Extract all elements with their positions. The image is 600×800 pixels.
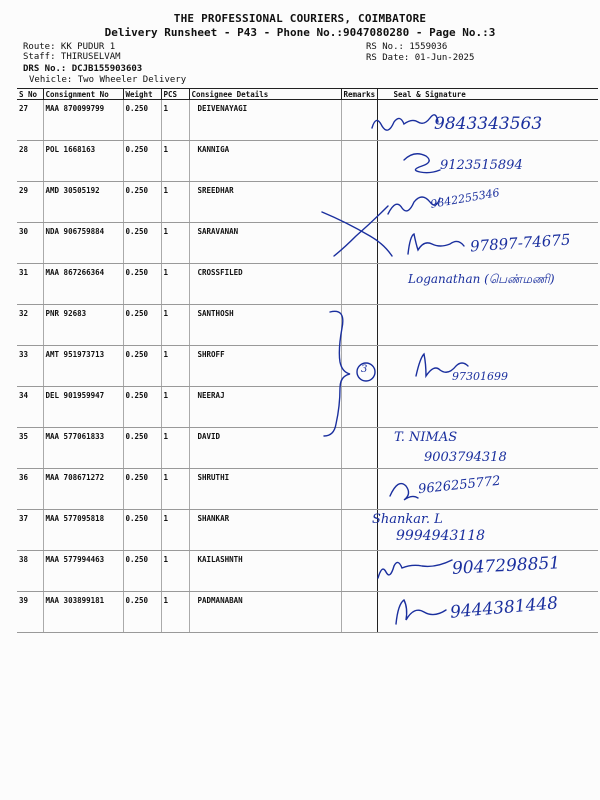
table-row — [17, 141, 598, 182]
row-consignee: KAILASHNTH — [189, 551, 341, 592]
drs-number: DRS No.: DCJB155903603 — [23, 64, 143, 74]
row-signature — [377, 592, 598, 633]
row-weight: 0.250 — [123, 592, 161, 633]
row-consignment-no: PNR 92683 — [43, 305, 123, 346]
row-pcs: 1 — [161, 592, 189, 633]
row-sno: 30 — [17, 223, 43, 264]
vehicle-label: Vehicle: Two Wheeler Delivery — [29, 75, 187, 85]
row-remarks — [341, 182, 377, 223]
row-pcs: 1 — [161, 264, 189, 305]
row-remarks — [341, 387, 377, 428]
handwritten-phone-30: 97897-74675 — [469, 230, 572, 256]
handwritten-phone-35: 9003794318 — [424, 450, 507, 465]
handwritten-phone-38: 9047298851 — [451, 553, 561, 579]
row-remarks — [341, 223, 377, 264]
row-pcs: 1 — [161, 551, 189, 592]
row-weight: 0.250 — [123, 305, 161, 346]
row-pcs: 1 — [161, 305, 189, 346]
rs-number: RS No.: 1559036 — [366, 42, 448, 52]
row-remarks — [341, 100, 377, 141]
row-pcs: 1 — [161, 182, 189, 223]
row-pcs: 1 — [161, 141, 189, 182]
row-signature — [377, 182, 598, 223]
col-header-sno: S No — [17, 89, 43, 100]
row-weight: 0.250 — [123, 387, 161, 428]
handwritten-phone-29: 9842255346 — [429, 186, 501, 211]
company-title: THE PROFESSIONAL COURIERS, COIMBATORE — [173, 12, 427, 25]
row-sno: 32 — [17, 305, 43, 346]
row-consignment-no: NDA 906759884 — [43, 223, 123, 264]
row-consignee: SARAVANAN — [189, 223, 341, 264]
row-weight: 0.250 — [123, 264, 161, 305]
handwritten-phone-36: 9626255772 — [417, 473, 502, 498]
row-consignment-no: AMT 951973713 — [43, 346, 123, 387]
row-sno: 38 — [17, 551, 43, 592]
row-pcs: 1 — [161, 223, 189, 264]
row-weight: 0.250 — [123, 100, 161, 141]
row-consignment-no: MAA 870099799 — [43, 100, 123, 141]
row-consignee: PADMANABAN — [189, 592, 341, 633]
table-header-row — [17, 89, 598, 100]
row-consignment-no: DEL 901959947 — [43, 387, 123, 428]
runsheet-subtitle: Delivery Runsheet - P43 - Phone No.:9047080280 - Page No.:3 — [104, 26, 496, 39]
row-signature — [377, 551, 598, 592]
row-signature — [377, 387, 598, 428]
row-pcs: 1 — [161, 346, 189, 387]
handwritten-phone-28: 9123515894 — [440, 158, 523, 173]
table-row — [17, 592, 598, 633]
row-consignment-no: MAA 708671272 — [43, 469, 123, 510]
row-weight: 0.250 — [123, 510, 161, 551]
staff-label: Staff: THIRUSELVAM — [23, 52, 121, 62]
row-weight: 0.250 — [123, 428, 161, 469]
row-remarks — [341, 428, 377, 469]
row-signature — [377, 305, 598, 346]
runsheet-table-wrap — [17, 88, 598, 633]
row-weight: 0.250 — [123, 469, 161, 510]
col-header-remarks: Remarks — [341, 89, 377, 100]
row-remarks — [341, 592, 377, 633]
row-weight: 0.250 — [123, 551, 161, 592]
row-consignee: CROSSFILED — [189, 264, 341, 305]
table-row — [17, 469, 598, 510]
row-consignment-no: AMD 30505192 — [43, 182, 123, 223]
row-signature — [377, 510, 598, 551]
row-consignee: SHRUTHI — [189, 469, 341, 510]
col-header-signature: Seal & Signature — [377, 89, 598, 100]
row-signature — [377, 346, 598, 387]
row-consignment-no: MAA 303899181 — [43, 592, 123, 633]
row-sno: 34 — [17, 387, 43, 428]
handwritten-phone-37: 9994943118 — [396, 528, 486, 544]
handwritten-phone-27: 9843343563 — [434, 114, 543, 134]
row-pcs: 1 — [161, 469, 189, 510]
row-consignment-no: MAA 577061833 — [43, 428, 123, 469]
row-sno: 35 — [17, 428, 43, 469]
table-row — [17, 100, 598, 141]
row-sno: 37 — [17, 510, 43, 551]
table-row — [17, 387, 598, 428]
handwritten-name-31: Loganathan (பெண்மணி) — [408, 272, 555, 286]
row-sno: 36 — [17, 469, 43, 510]
row-consignee: KANNIGA — [189, 141, 341, 182]
row-pcs: 1 — [161, 510, 189, 551]
row-pcs: 1 — [161, 387, 189, 428]
row-remarks — [341, 346, 377, 387]
col-header-consignment: Consignment No — [43, 89, 123, 100]
row-consignee: SANTHOSH — [189, 305, 341, 346]
row-sno: 33 — [17, 346, 43, 387]
row-pcs: 1 — [161, 100, 189, 141]
bracket-count-label: 3 — [361, 364, 368, 375]
row-consignment-no: POL 1668163 — [43, 141, 123, 182]
col-header-weight: Weight — [123, 89, 161, 100]
row-weight: 0.250 — [123, 141, 161, 182]
row-sno: 27 — [17, 100, 43, 141]
row-consignee: NEERAJ — [189, 387, 341, 428]
row-signature — [377, 100, 598, 141]
table-row — [17, 264, 598, 305]
row-consignee: SREEDHAR — [189, 182, 341, 223]
col-header-consignee: Consignee Details — [189, 89, 341, 100]
row-remarks — [341, 469, 377, 510]
row-sno: 39 — [17, 592, 43, 633]
table-body — [17, 100, 598, 633]
row-signature — [377, 223, 598, 264]
row-sno: 28 — [17, 141, 43, 182]
row-consignment-no: MAA 577994463 — [43, 551, 123, 592]
row-signature — [377, 428, 598, 469]
row-consignee: SHANKAR — [189, 510, 341, 551]
table-row — [17, 346, 598, 387]
row-consignment-no: MAA 577095818 — [43, 510, 123, 551]
row-weight: 0.250 — [123, 182, 161, 223]
table-row — [17, 223, 598, 264]
handwritten-phone-39: 9444381448 — [449, 593, 559, 623]
row-consignment-no: MAA 867266364 — [43, 264, 123, 305]
row-sno: 31 — [17, 264, 43, 305]
row-remarks — [341, 264, 377, 305]
row-weight: 0.250 — [123, 223, 161, 264]
row-remarks — [341, 305, 377, 346]
rs-date: RS Date: 01-Jun-2025 — [366, 53, 475, 63]
handwritten-name-35: T. NIMAS — [394, 430, 458, 445]
row-pcs: 1 — [161, 428, 189, 469]
row-weight: 0.250 — [123, 346, 161, 387]
row-signature — [377, 264, 598, 305]
row-remarks — [341, 141, 377, 182]
table-row — [17, 428, 598, 469]
table-row — [17, 305, 598, 346]
row-consignee: DEIVENAYAGI — [189, 100, 341, 141]
table-row — [17, 510, 598, 551]
col-header-pcs: PCS — [161, 89, 189, 100]
row-remarks — [341, 551, 377, 592]
row-consignee: DAVID — [189, 428, 341, 469]
table-row — [17, 182, 598, 223]
handwritten-name-37: Shankar. L — [372, 512, 443, 527]
row-signature — [377, 469, 598, 510]
route-label: Route: KK PUDUR 1 — [23, 42, 116, 52]
handwritten-phone-33: 97301699 — [452, 370, 508, 383]
row-sno: 29 — [17, 182, 43, 223]
runsheet-table — [17, 88, 598, 633]
row-remarks — [341, 510, 377, 551]
row-signature — [377, 141, 598, 182]
table-row — [17, 551, 598, 592]
row-consignee: SHROFF — [189, 346, 341, 387]
